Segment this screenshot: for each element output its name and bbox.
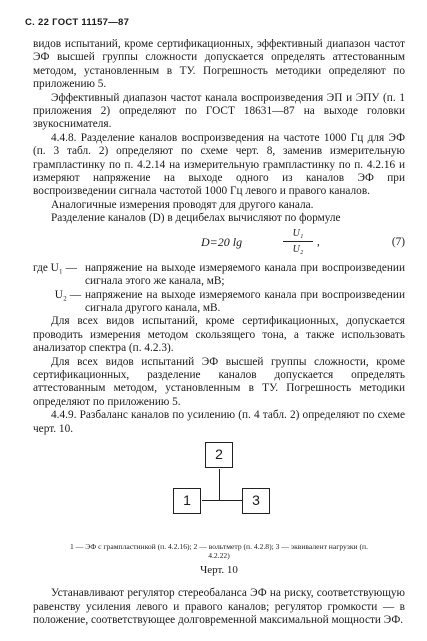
formula-numerator: U₁ [292, 227, 304, 239]
scheme-box-phonograph: 1 [173, 488, 201, 514]
definition-symbol: где U₁ — [33, 261, 77, 274]
scheme-box-voltmeter: 2 [205, 442, 233, 468]
definitions [33, 262, 405, 316]
fraction-bar [283, 241, 313, 242]
formula-7 [33, 226, 405, 262]
document-body [33, 38, 405, 628]
paragraph: видов испытаний, кроме сертификационных, эффективный диапазон частот ЭФ высшей группы сложности допускается определять аттестованным методом, установленным в ТУ. Погрешность методики определяют по приложению 5. [33, 38, 405, 91]
paragraph: Разделение каналов (D) в децибелах вычисляют по формуле [51, 212, 341, 225]
formula-number: (7) [391, 235, 405, 248]
paragraph: Для всех видов испытаний, кроме сертификационных, допускается проводить измерения методом скользящего тона, а также использовать анализатор спектра (п. 4.2.3). [33, 315, 405, 355]
scheme-connector [202, 500, 242, 501]
paragraph: Устанавливают регулятор стереобаланса ЭФ на риску, соответствующую равенству усиления левого и правого каналов; регулятор громкости — в положение, соответствующее долговременной максимальной мощности ЭФ. [33, 587, 405, 627]
scheme-box-load: 3 [242, 488, 270, 514]
paragraph: Эффективный диапазон частот канала воспроизведения ЭП и ЭПУ (п. 1 приложения 2) определяют по ГОСТ 18631—87 на выходе головки звукоснимателя. [33, 91, 405, 131]
paragraph-4-4-8: 4.4.8. Разделение каналов воспроизведения на частоте 1000 Гц для ЭФ (п. 3 табл. 2) определяют по схеме черт. 8, заменив измерительную грампластинку по п. 4.2.14 на измерительную грампластинку по п. 4.2.16 и измеряют напряжение на выходе одного из каналов ЭФ при воспроизведении сигнала частотой 1000 Гц левого и правого каналов. [33, 131, 405, 198]
formula-fraction [283, 227, 313, 257]
formula-lhs: D=20 lg [201, 234, 243, 249]
paragraph: Для всех видов испытаний ЭФ высшей группы сложности, кроме сертификационных, разделение каналов допускается определять аттестованным методом, установленным в ТУ. Погрешность методики определяют по приложению 5. [33, 355, 405, 408]
formula-tail: , [317, 235, 320, 248]
figure-caption: 1 — ЭФ с грампластинкой (п. 4.2.16); 2 — вольтметр (п. 4.2.8); 3 — эквивалент нагрузки (п. 4.2.22) [70, 541, 368, 561]
paragraph-4-4-9: 4.4.9. Разбаланс каналов по усилению (п. 4 табл. 2) определяют по схеме черт. 10. [33, 409, 405, 435]
definition-row [33, 289, 405, 316]
scheme-diagram [33, 436, 405, 542]
definition-text: напряжение на выходе измеряемого канала при воспроизведении сигнала этого же канала, мВ; [85, 261, 405, 288]
definition-text: напряжение на выходе измеряемого канала при воспроизведении сигнала другого канала, мВ. [85, 288, 405, 314]
figure-label: Черт. 10 [200, 563, 238, 576]
definition-row [33, 262, 405, 289]
paragraph: Аналогичные измерения проводят для другого канала. [51, 198, 314, 211]
page-header: С. 22 ГОСТ 11157—87 [25, 17, 130, 28]
formula-denominator: U₂ [292, 244, 304, 256]
definition-symbol: U₂ — [54, 288, 81, 301]
scheme-connector [219, 469, 220, 500]
